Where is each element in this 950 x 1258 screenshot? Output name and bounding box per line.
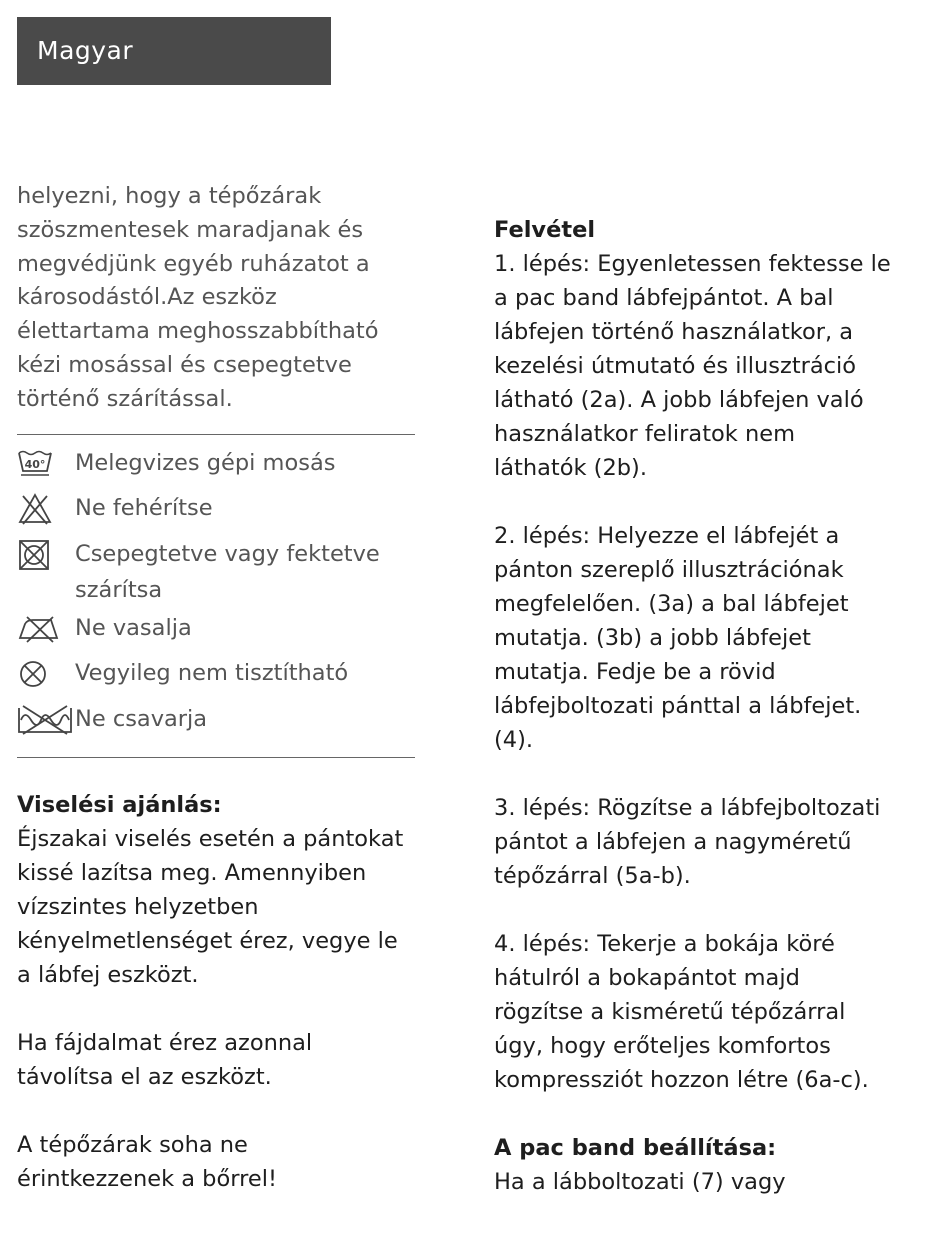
- wear-paragraph-1: Éjszakai viselés esetén a pántokat kissé lazítsa meg. Amennyiben vízszintes helyzetben kényelmetlenséget érez, vegye le a lábfej eszközt.: [17, 826, 404, 989]
- care-label: Ne vasalja: [75, 614, 192, 641]
- adjust-text: Ha a lábboltozati (7) vagy: [494, 1169, 786, 1195]
- care-label: Ne fehérítse: [75, 495, 213, 522]
- care-row-iron: [17, 610, 417, 656]
- step-4: 4. lépés: Tekerje a bokája köré hátulról a bokapántot majd rögzítse a kisméretű tépőzárral úgy, hogy erőteljes komfortos kompressziót hozzon létre (6a-c).: [494, 931, 869, 1093]
- divider-top: [17, 434, 415, 435]
- care-row-wring: [17, 701, 417, 747]
- left-column: [17, 180, 417, 1196]
- care-row-bleach: [17, 490, 417, 536]
- no-iron-icon: [17, 610, 75, 648]
- wear-paragraph-3: A tépőzárak soha ne érintkezzenek a bőrrel!: [17, 1132, 277, 1193]
- wear-heading: Viselési ajánlás:: [17, 792, 222, 819]
- wash-40-icon: [17, 445, 75, 483]
- right-column: [494, 213, 914, 1199]
- care-label: Vegyileg nem tisztítható: [75, 660, 349, 687]
- care-label: Ne csavarja: [75, 705, 208, 732]
- no-wring-icon: [17, 701, 75, 739]
- no-dry-clean-icon: [17, 655, 75, 693]
- care-row-wash: [17, 445, 417, 491]
- language-tab: Magyar: [17, 17, 331, 85]
- intro-paragraph: helyezni, hogy a tépőzárak szöszmentesek maradjanak és megvédjünk egyéb ruházatot a károsodástól.Az eszköz élettartama meghosszabbítható kézi mosással és csepegtetve történő szárítással.: [17, 183, 379, 412]
- wear-paragraph-2: Ha fájdalmat érez azonnal távolítsa el az eszközt.: [17, 1030, 313, 1091]
- care-instructions: [17, 445, 417, 747]
- care-row-dry: [17, 536, 417, 610]
- adjust-heading: A pac band beállítása:: [494, 1135, 777, 1161]
- care-label: Melegvizes gépi mosás: [75, 449, 336, 476]
- care-row-dryclean: [17, 655, 417, 701]
- care-label: Csepegtetve vagy fektetve szárítsa: [75, 540, 380, 603]
- step-2: 2. lépés: Helyezze el lábfejét a pánton szereplő illusztrációnak megfelelően. (3a) a bal lábfejet mutatja. (3b) a jobb lábfejet mutatja. Fedje be a rövid lábfejboltozati pánttal a lábfejet. (4).: [494, 523, 862, 753]
- step-1: 1. lépés: Egyenletessen fektesse le a pac band lábfejpántot. A bal lábfejen történő használatkor, a kezelési útmutató és illusztráció látható (2a). A jobb lábfejen való használatkor feliratok nem láthatók (2b).: [494, 251, 891, 481]
- fit-heading: Felvétel: [494, 217, 596, 243]
- drip-dry-icon: [17, 536, 75, 574]
- no-bleach-icon: [17, 490, 75, 528]
- step-3: 3. lépés: Rögzítse a lábfejboltozati pántot a lábfejen a nagyméretű tépőzárral (5a-b).: [494, 795, 881, 889]
- svg-text:40°: 40°: [24, 457, 46, 471]
